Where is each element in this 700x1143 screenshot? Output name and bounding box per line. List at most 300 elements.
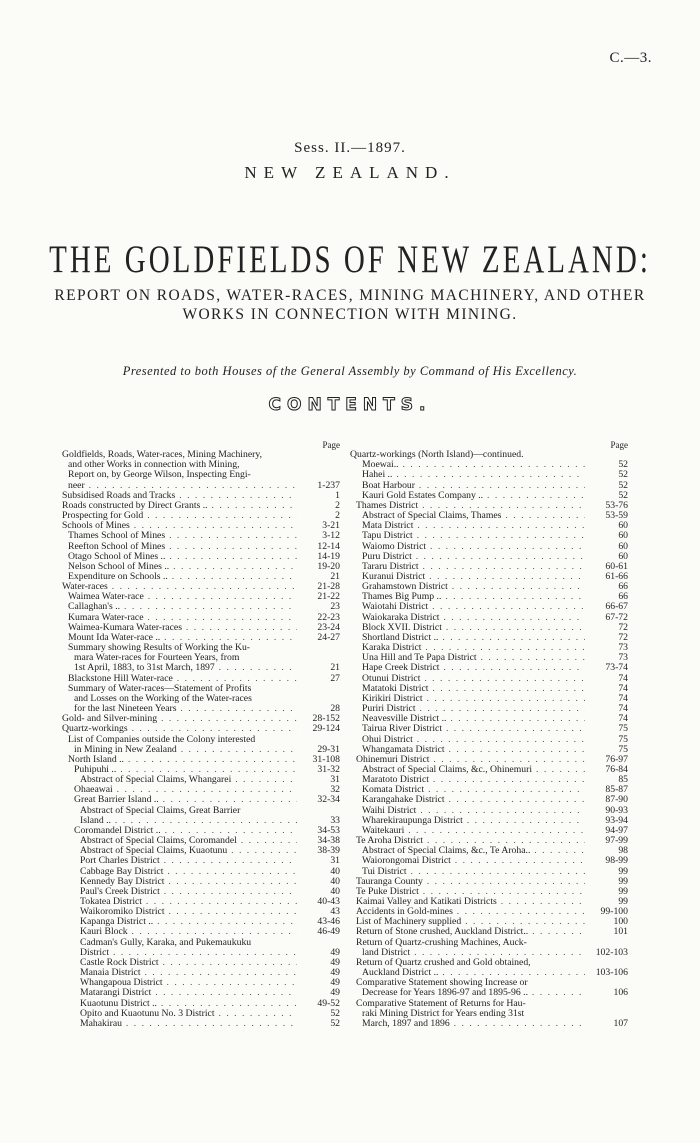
- presented-line: Presented to both Houses of the General Assembly by Command of His Excellency.: [122, 364, 578, 378]
- entry-title: Abstract of Special Claims, Coromandel . . .: [62, 836, 297, 846]
- entry-title: Thames District . . .: [350, 501, 585, 511]
- entry-title: Comparative Statement showing Increase or: [356, 978, 528, 989]
- contents-entry: [350, 724, 628, 734]
- contents-entry: [62, 674, 340, 684]
- contents-entry: [350, 745, 628, 755]
- entry-page: 14-19: [317, 550, 340, 562]
- contents-entry: [350, 917, 628, 927]
- entry-title: Return of Stone crushed, Auckland District.. . . .: [350, 927, 585, 937]
- entry-title: Komata District . . .: [350, 785, 585, 795]
- contents-entry: [62, 511, 340, 521]
- contents-entry: [62, 887, 340, 897]
- contents-entry: [62, 938, 340, 948]
- entry-page: 101: [613, 926, 628, 938]
- entry-title: Waimea-Kumara Water-races . . .: [62, 623, 297, 633]
- contents-entry: [62, 897, 340, 907]
- entry-page: 99: [618, 865, 628, 877]
- entry-page: 106: [613, 987, 628, 999]
- contents-entry: [62, 531, 340, 541]
- entry-page: 49: [330, 946, 340, 958]
- contents-entry: [350, 531, 628, 541]
- entry-title: Quartz-workings . . .: [62, 724, 297, 734]
- entry-page: 75: [618, 723, 628, 735]
- contents-entry: [350, 1019, 628, 1029]
- contents-entry: [62, 694, 340, 704]
- contents-entry: [350, 1009, 628, 1019]
- entry-title: Waihi District . . .: [350, 806, 585, 816]
- entry-page: 29-124: [312, 723, 340, 735]
- entry-page: 76-97: [605, 753, 628, 765]
- entry-page: 2: [335, 499, 340, 511]
- entry-page: 103-106: [595, 967, 628, 979]
- entry-page: 100: [613, 916, 628, 928]
- entry-title: Whangapoua District . . .: [62, 978, 297, 988]
- entry-title: Tairua River District . . .: [350, 724, 585, 734]
- entry-title: Ohui District . . .: [350, 735, 585, 745]
- entry-title: Kapanga District .. . . .: [62, 917, 297, 927]
- contents-entry: [350, 663, 628, 673]
- contents-entry: [62, 663, 340, 673]
- contents-entry: [62, 724, 340, 734]
- entry-page: 67-72: [605, 611, 628, 623]
- entry-page: 21-28: [317, 581, 340, 593]
- contents-entry: [62, 846, 340, 856]
- contents-entry: [350, 968, 628, 978]
- contents-entry: [62, 968, 340, 978]
- entry-page: 98-99: [605, 855, 628, 867]
- entry-title: 1st April, 1883, to 31st March, 1897 . . .: [62, 663, 297, 673]
- entry-page: 74: [618, 682, 628, 694]
- entry-page: 19-20: [317, 560, 340, 572]
- entry-page: 22-23: [317, 611, 340, 623]
- entry-page: 99-100: [600, 906, 628, 918]
- entry-title: Matatoki District . . .: [350, 684, 585, 694]
- entry-page: 3-21: [322, 520, 340, 532]
- contents-entry: [350, 714, 628, 724]
- contents-entry: [62, 592, 340, 602]
- contents-entry: [350, 988, 628, 998]
- contents-entry: [350, 958, 628, 968]
- contents-entry: [350, 481, 628, 491]
- contents-entry: [350, 755, 628, 765]
- entry-page: 60: [618, 520, 628, 532]
- entry-page: 23-24: [317, 621, 340, 633]
- entry-page: 60: [618, 530, 628, 542]
- entry-title: Whangamata District . . .: [350, 745, 585, 755]
- contents-entry: [350, 521, 628, 531]
- entry-title: Kauri Block . . .: [62, 927, 297, 937]
- entry-title: in Mining in New Zealand . . .: [62, 745, 297, 755]
- contents-heading: CONTENTS.: [268, 395, 432, 415]
- contents-entry: [350, 887, 628, 897]
- entry-title: Abstract of Special Claims, &c., Te Aroha.. . . .: [350, 846, 585, 856]
- entry-page: 74: [618, 672, 628, 684]
- entry-page: 28: [330, 703, 340, 715]
- entry-title: Kirikiri District . . .: [350, 694, 585, 704]
- contents-entry: [62, 602, 340, 612]
- entry-page: 61-66: [605, 571, 628, 583]
- entry-page: 76-84: [605, 763, 628, 775]
- entry-title: Hape Creek District . . .: [350, 663, 585, 673]
- contents-entry: [62, 826, 340, 836]
- entry-page: 98: [618, 845, 628, 857]
- entry-title: Abstract of Special Claims, &c., Ohinemuri . . .: [350, 765, 585, 775]
- entry-title: Tararu District . . .: [350, 562, 585, 572]
- entry-title: Kauri Gold Estates Company .. . . .: [350, 491, 585, 501]
- entry-title: Wharekiraupunga District . . .: [350, 816, 585, 826]
- contents-entry: [62, 521, 340, 531]
- entry-title: neer . . .: [62, 481, 297, 491]
- entry-page: 49: [330, 956, 340, 968]
- entry-page: 53-76: [605, 499, 628, 511]
- contents-entry: [62, 735, 340, 745]
- entry-page: 74: [618, 703, 628, 715]
- contents-entry: [350, 592, 628, 602]
- entry-title: Abstract of Special Claims, Thames . . .: [350, 511, 585, 521]
- entry-page: 66: [618, 591, 628, 603]
- contents-entry: [350, 927, 628, 937]
- entry-title: Ohaeawai . . .: [62, 785, 297, 795]
- contents-entry: [350, 856, 628, 866]
- entry-title: Puriri District . . .: [350, 704, 585, 714]
- entry-title: Reefton School of Mines . . .: [62, 542, 297, 552]
- entry-title: Waiokaraka District . . .: [350, 613, 585, 623]
- entry-page: 75: [618, 733, 628, 745]
- contents-entry: [62, 684, 340, 694]
- entry-page: 99: [618, 885, 628, 897]
- contents-entry: [62, 653, 340, 663]
- contents-entry: [350, 999, 628, 1009]
- subtitle: REPORT ON ROADS, WATER-RACES, MINING MACHINERY, AND OTHER WORKS IN CONNECTION WITH MINING.: [54, 287, 646, 323]
- contents-entry: [350, 562, 628, 572]
- contents-entry: [62, 856, 340, 866]
- contents-entry: [62, 877, 340, 887]
- entry-title: Block XVII. District . . .: [350, 623, 585, 633]
- contents-entry: [350, 602, 628, 612]
- entry-title: Shortland District .. . . .: [350, 633, 585, 643]
- entry-title: Mount Ida Water-race .. . . .: [62, 633, 297, 643]
- contents-entry: [350, 785, 628, 795]
- contents-entry: [62, 552, 340, 562]
- entry-title: Mata District . . .: [350, 521, 585, 531]
- entry-title: Kennedy Bay District . . .: [62, 877, 297, 887]
- entry-page: 32-34: [317, 794, 340, 806]
- entry-title: raki Mining District for Years ending 31st: [362, 1008, 525, 1019]
- contents-entry: [350, 907, 628, 917]
- contents-entry: [62, 917, 340, 927]
- contents-entry: [350, 643, 628, 653]
- contents-entry: [350, 938, 628, 948]
- entry-page: 52: [618, 459, 628, 471]
- contents-entry: [62, 623, 340, 633]
- contents-entry: [350, 491, 628, 501]
- contents-entry: [62, 582, 340, 592]
- entry-title: Waiotahi District . . .: [350, 602, 585, 612]
- entry-page: 46-49: [317, 926, 340, 938]
- entry-page: 21: [330, 662, 340, 674]
- entry-page: 2: [335, 510, 340, 522]
- entry-title: and other Works in connection with Mining,: [68, 460, 240, 471]
- contents-entry: [350, 836, 628, 846]
- entry-page: 43: [330, 906, 340, 918]
- entry-title: March, 1897 and 1896 . . .: [350, 1019, 585, 1029]
- contents-entry: [350, 613, 628, 623]
- entry-title: Waitekauri . . .: [350, 826, 585, 836]
- entry-page: 85-87: [605, 784, 628, 796]
- contents-entry: [350, 460, 628, 470]
- entry-title: Te Puke District . . .: [350, 887, 585, 897]
- entry-page: 43-46: [317, 916, 340, 928]
- entry-page: 49: [330, 977, 340, 989]
- entry-title: Cadman's Gully, Karaka, and Pukemaukuku: [80, 937, 252, 948]
- entry-page: 1: [335, 489, 340, 501]
- contents-entry: [350, 450, 628, 460]
- entry-page: 28-152: [312, 713, 340, 725]
- entry-page: 73-74: [605, 662, 628, 674]
- entry-title: Hahei .. . . .: [350, 470, 585, 480]
- contents-entry: [350, 501, 628, 511]
- entry-page: 31: [330, 774, 340, 786]
- entry-page: 93-94: [605, 814, 628, 826]
- entry-page: 85: [618, 774, 628, 786]
- contents-entry: [62, 755, 340, 765]
- entry-title: Matarangi District . . .: [62, 988, 297, 998]
- contents-entry: [62, 562, 340, 572]
- entry-title: Roads constructed by Direct Grants .. . . .: [62, 501, 297, 511]
- entry-page: 3-12: [322, 530, 340, 542]
- contents-entry: [350, 846, 628, 856]
- entry-page: 40: [330, 875, 340, 887]
- entry-title: Kuranui District . . .: [350, 572, 585, 582]
- contents-entry: [350, 552, 628, 562]
- entry-title: Schools of Mines . . .: [62, 521, 297, 531]
- entry-title: Callaghan's .. . . .: [62, 602, 297, 612]
- entry-title: mara Water-races for Fourteen Years, from: [74, 653, 240, 664]
- entry-title: Thames Big Pump .. . . .: [350, 592, 585, 602]
- entry-page: 74: [618, 713, 628, 725]
- entry-title: Tui District . . .: [350, 867, 585, 877]
- entry-page: 49-52: [317, 997, 340, 1009]
- contents-entry: [350, 674, 628, 684]
- entry-page: 40-43: [317, 896, 340, 908]
- contents-entry: [62, 836, 340, 846]
- entry-title: Abstract of Special Claims, Kuaotunu . . .: [62, 846, 297, 856]
- entry-page: 34-38: [317, 835, 340, 847]
- entry-title: Waimea Water-race . . .: [62, 592, 297, 602]
- entry-title: Nelson School of Mines .. . . .: [62, 562, 297, 572]
- entry-title: Kaimai Valley and Katikati Districts . . .: [350, 897, 585, 907]
- entry-page: 60: [618, 550, 628, 562]
- contents-entry: [62, 481, 340, 491]
- entry-title: Otago School of Mines .. . . .: [62, 552, 297, 562]
- entry-title: Otunui District . . .: [350, 674, 585, 684]
- entry-title: Port Charles District . . .: [62, 856, 297, 866]
- entry-title: Kuaotunu District .. . . .: [62, 999, 297, 1009]
- contents-entry: [350, 470, 628, 480]
- entry-title: Mahakirau . . .: [62, 1019, 297, 1029]
- entry-page: 107: [613, 1017, 628, 1029]
- contents-entry: [62, 470, 340, 480]
- entry-title: Te Aroha District . . .: [350, 836, 585, 846]
- entry-page: 90-93: [605, 804, 628, 816]
- entry-page: 74: [618, 692, 628, 704]
- contents-right-column: [350, 440, 628, 1029]
- entry-title: Comparative Statement of Returns for Hau-: [356, 998, 526, 1009]
- contents-list-left: [62, 450, 340, 1029]
- contents-entry: [350, 765, 628, 775]
- entry-title: and Losses on the Working of the Water-races: [74, 693, 252, 704]
- contents-entry: [62, 988, 340, 998]
- entry-title: Tauranga County . . .: [350, 877, 585, 887]
- contents-entry: [350, 735, 628, 745]
- entry-title: Summary of Water-races—Statement of Profits: [68, 683, 252, 694]
- entry-page: 21: [330, 571, 340, 583]
- entry-title: Kumara Water-race . . .: [62, 613, 297, 623]
- entry-title: Gold- and Silver-mining . . .: [62, 714, 297, 724]
- entry-page: 31: [330, 855, 340, 867]
- contents-entry: [62, 633, 340, 643]
- entry-page: 24-27: [317, 631, 340, 643]
- contents-entry: [350, 653, 628, 663]
- entry-page: 75: [618, 743, 628, 755]
- entry-title: District . . .: [62, 948, 297, 958]
- entry-page: 66-67: [605, 601, 628, 613]
- entry-page: 53-59: [605, 510, 628, 522]
- contents-entry: [350, 948, 628, 958]
- entry-title: Puru District . . .: [350, 552, 585, 562]
- entry-page: 60: [618, 540, 628, 552]
- contents-entry: [350, 582, 628, 592]
- entry-title: Moewai.. . . .: [350, 460, 585, 470]
- entry-page: 49: [330, 987, 340, 999]
- entry-title: Waiomo District . . .: [350, 542, 585, 552]
- entry-title: Ohinemuri District . . .: [350, 755, 585, 765]
- entry-title: Prospecting for Gold . . .: [62, 511, 297, 521]
- contents-entry: [350, 704, 628, 714]
- entry-page: 29-31: [317, 743, 340, 755]
- entry-title: Manaia District . . .: [62, 968, 297, 978]
- entry-page: 33: [330, 814, 340, 826]
- entry-page: 73: [618, 652, 628, 664]
- entry-page: 94-97: [605, 824, 628, 836]
- contents-entry: [62, 867, 340, 877]
- entry-title: List of Machinery supplied . . .: [350, 917, 585, 927]
- contents-entry: [62, 785, 340, 795]
- contents-entry: [350, 623, 628, 633]
- entry-title: land District . . .: [350, 948, 585, 958]
- entry-page: 12-14: [317, 540, 340, 552]
- entry-page: 40: [330, 885, 340, 897]
- contents-entry: [62, 958, 340, 968]
- contents-entry: [62, 491, 340, 501]
- entry-page: 87-90: [605, 794, 628, 806]
- entry-page: 1-237: [317, 479, 340, 491]
- contents-entry: [350, 775, 628, 785]
- page-column-header: Page: [610, 440, 628, 450]
- entry-page: 31-32: [317, 763, 340, 775]
- contents-list-right: [350, 450, 628, 1029]
- contents-left-column: [62, 440, 340, 1029]
- contents-entry: [62, 816, 340, 826]
- entry-title: Castle Rock District . . .: [62, 958, 297, 968]
- entry-page: 49: [330, 967, 340, 979]
- entry-page: 38-39: [317, 845, 340, 857]
- contents-entry: [62, 795, 340, 805]
- entry-page: 60-61: [605, 560, 628, 572]
- contents-entry: [350, 511, 628, 521]
- contents-entry: [62, 907, 340, 917]
- contents-entry: [350, 826, 628, 836]
- entry-page: 99: [618, 896, 628, 908]
- contents-entry: [62, 501, 340, 511]
- contents-entry: [350, 684, 628, 694]
- entry-title: Return of Quartz crushed and Gold obtained,: [356, 957, 531, 968]
- contents-entry: [350, 816, 628, 826]
- entry-title: Cabbage Bay District . . .: [62, 867, 297, 877]
- document-code: C.—3.: [609, 50, 652, 66]
- contents-entry: [350, 694, 628, 704]
- entry-title: Waikoromiko District . . .: [62, 907, 297, 917]
- entry-title: Auckland District .. . . .: [350, 968, 585, 978]
- contents-entry: [350, 633, 628, 643]
- contents-entry: [62, 714, 340, 724]
- entry-title: Puhipuhi .. . . .: [62, 765, 297, 775]
- entry-page: 52: [330, 1017, 340, 1029]
- entry-page: 40: [330, 865, 340, 877]
- session-line: Sess. II.—1897.: [294, 140, 406, 156]
- entry-page: 97-99: [605, 835, 628, 847]
- entry-title: Tokatea District . . .: [62, 897, 297, 907]
- entry-page: 21-22: [317, 591, 340, 603]
- entry-page: 52: [330, 1007, 340, 1019]
- contents-entry: [350, 877, 628, 887]
- contents-entry: [350, 978, 628, 988]
- entry-page: 52: [618, 479, 628, 491]
- contents-entry: [62, 704, 340, 714]
- contents-entry: [62, 572, 340, 582]
- entry-page: 99: [618, 875, 628, 887]
- entry-page: 32: [330, 784, 340, 796]
- entry-page: 27: [330, 672, 340, 684]
- contents-entry: [62, 1009, 340, 1019]
- contents-entry: [62, 460, 340, 470]
- entry-page: 34-53: [317, 824, 340, 836]
- entry-page: 72: [618, 631, 628, 643]
- entry-title: Return of Quartz-crushing Machines, Auck-: [356, 937, 527, 948]
- entry-title: Neavesville District .. . . .: [350, 714, 585, 724]
- entry-title: Quartz-workings (North Island)—continued.: [350, 450, 524, 461]
- page-column-header: Page: [322, 440, 340, 450]
- contents-entry: [62, 978, 340, 988]
- entry-page: 31-108: [312, 753, 340, 765]
- entry-title: Grahamstown District . . .: [350, 582, 585, 592]
- entry-title: List of Companies outside the Colony interested: [68, 734, 256, 745]
- entry-title: Summary showing Results of Working the Ku-: [68, 643, 251, 654]
- main-title: THE GOLDFIELDS OF NEW ZEALAND:: [49, 238, 651, 282]
- entry-title: Coromandel District .. . . .: [62, 826, 297, 836]
- entry-title: Blackstone Hill Water-race . . .: [62, 674, 297, 684]
- entry-title: Water-races . . .: [62, 582, 297, 592]
- contents-entry: [62, 1019, 340, 1029]
- contents-entry: [62, 450, 340, 460]
- entry-title: Opito and Kuaotunu No. 3 District . . .: [62, 1009, 297, 1019]
- entry-title: Boat Harbour . . .: [350, 481, 585, 491]
- entry-title: Decrease for Years 1896-97 and 1895-96 .. . . .: [350, 988, 585, 998]
- contents-entry: [62, 745, 340, 755]
- entry-title: Great Barrier Island .. . . .: [62, 795, 297, 805]
- country-line: NEW ZEALAND.: [244, 163, 456, 182]
- entry-title: Expenditure on Schools .. . . .: [62, 572, 297, 582]
